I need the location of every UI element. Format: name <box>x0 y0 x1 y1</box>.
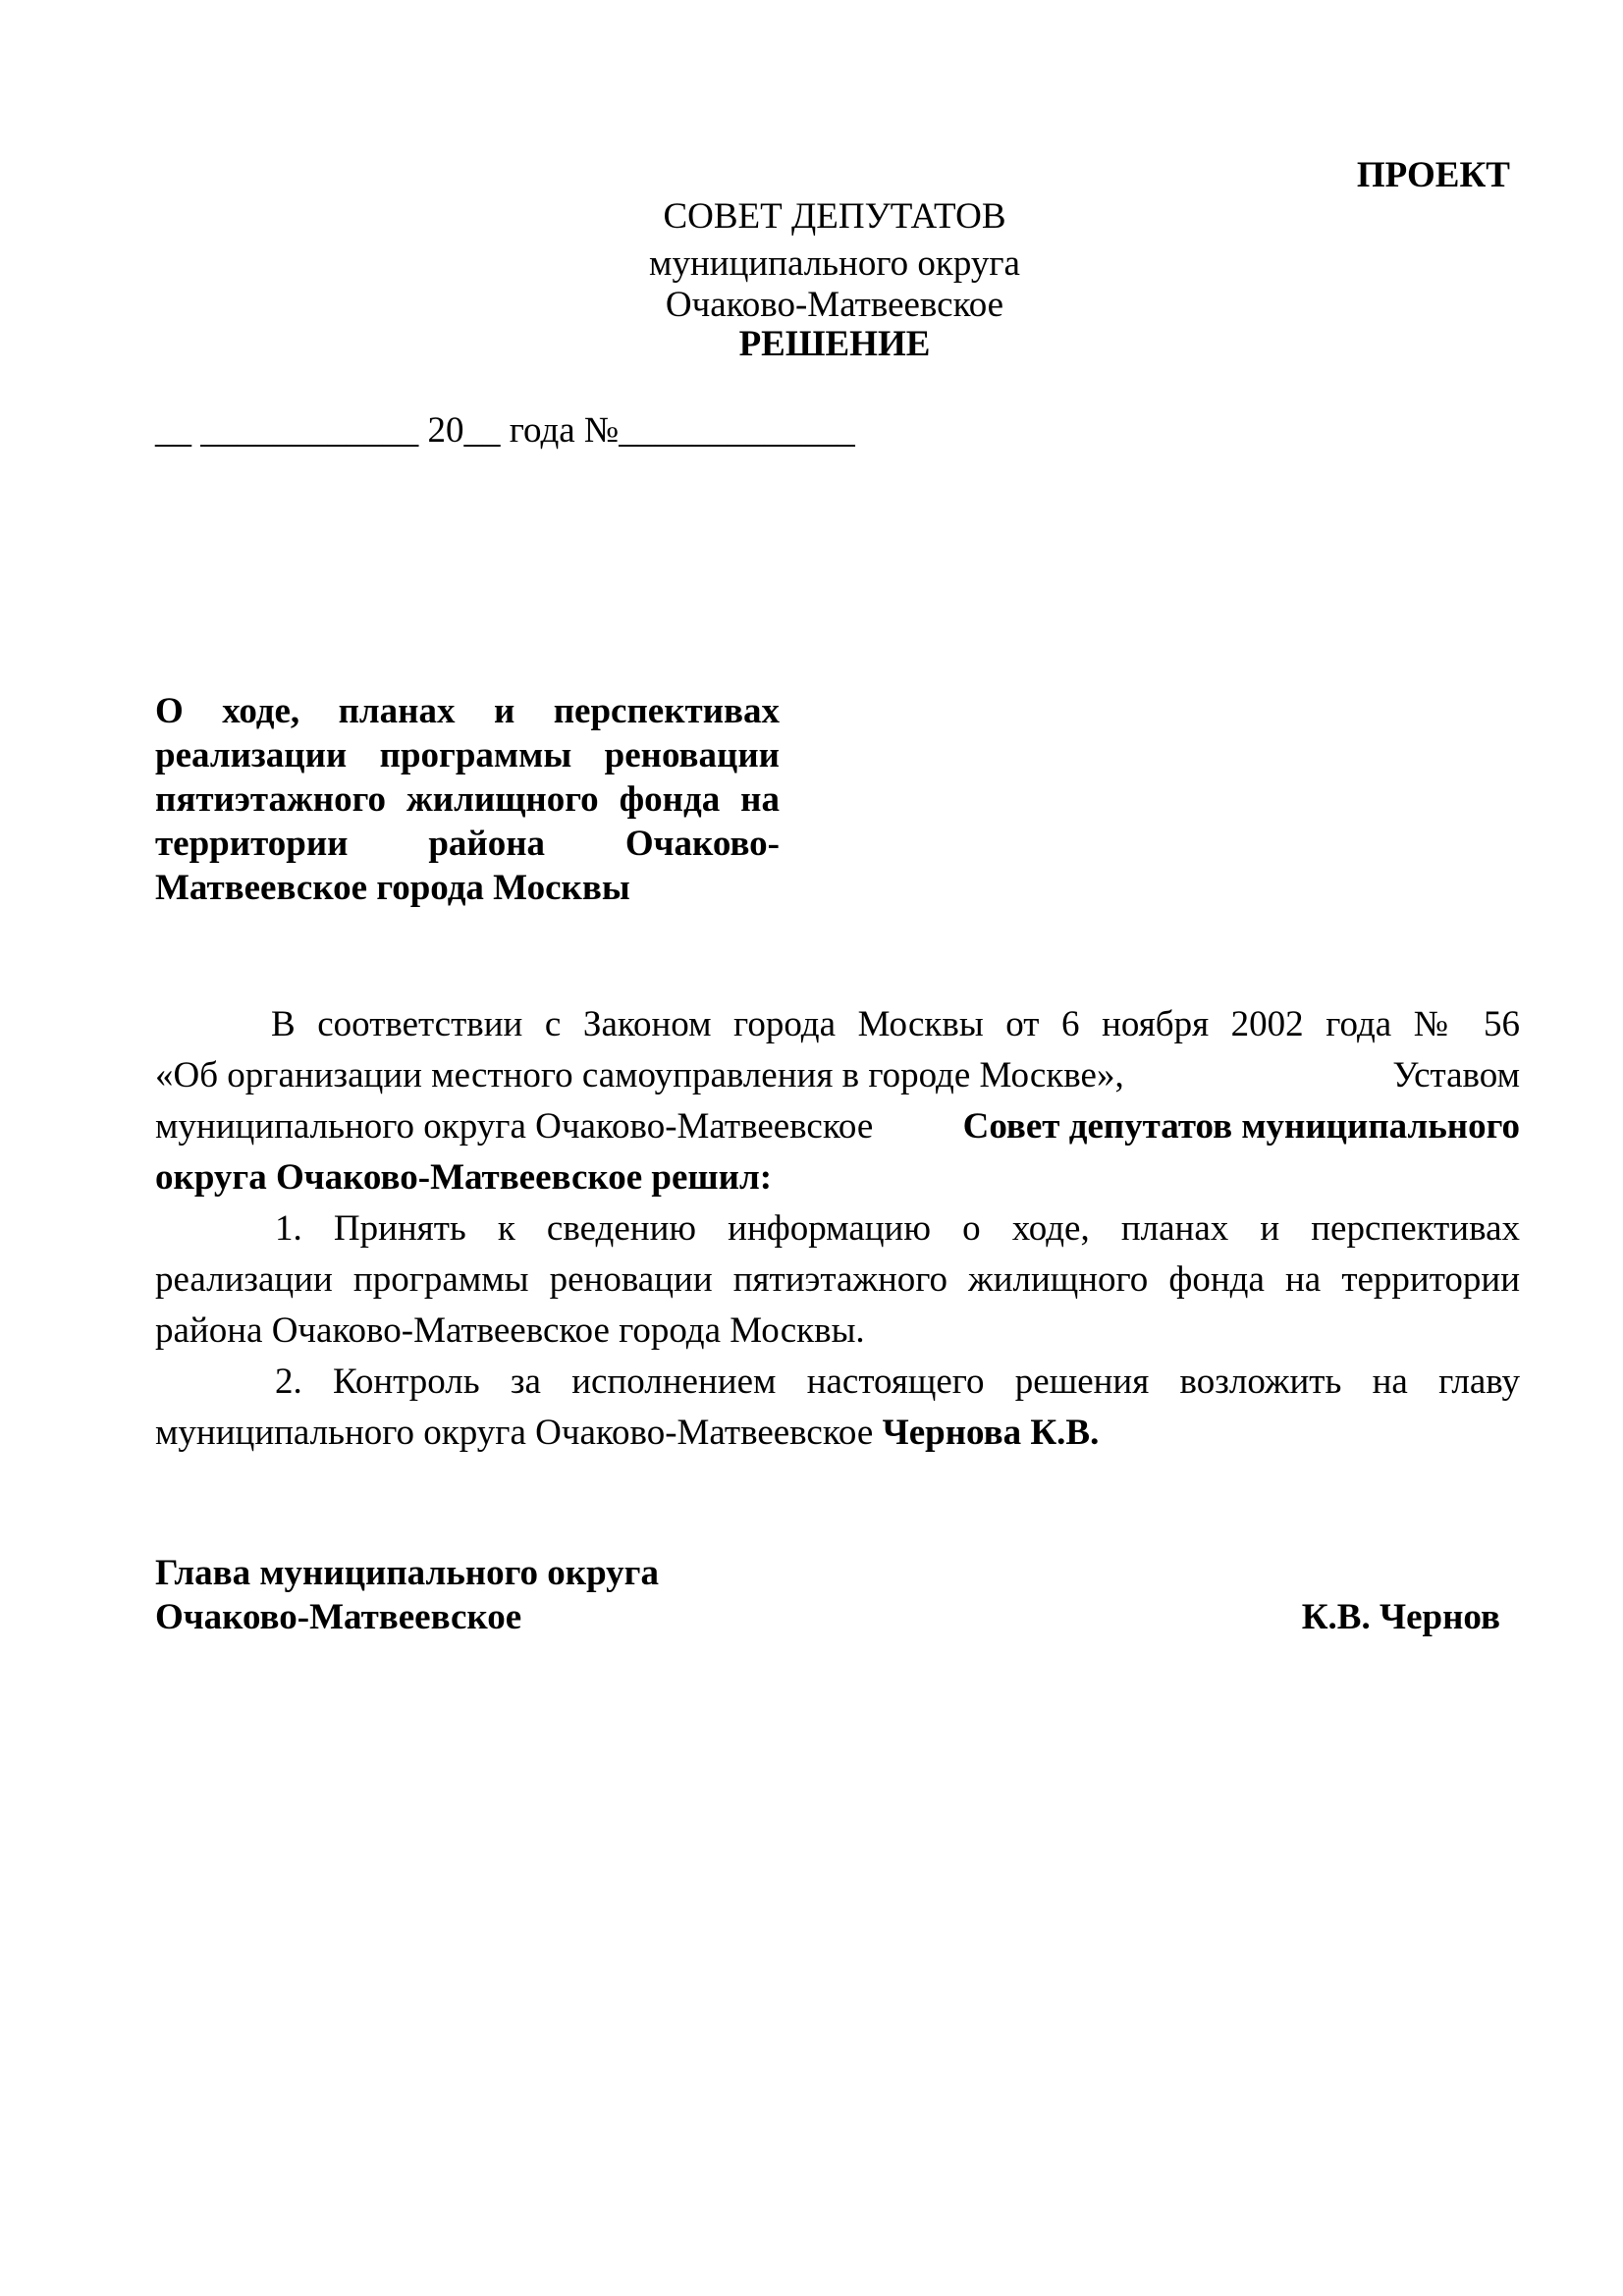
signatory-title-line-2: Очаково-Матвеевское <box>155 1597 522 1637</box>
subject-line-1: О ходе, планах и перспективах <box>155 691 780 731</box>
item-1-line-1: 1. Принять к сведению информацию о ходе, планах и перспективах <box>275 1208 1520 1249</box>
draft-label: ПРОЕКТ <box>1356 155 1510 195</box>
preamble-line-3 <box>155 1101 1520 1152</box>
preamble-line-2-text: «Об организации местного самоуправления в городе Москве», <box>155 1055 1124 1095</box>
decision-body <box>155 999 1520 1459</box>
signature-row-2 <box>155 1595 1500 1639</box>
item-1-line-2: реализации программы реновации пятиэтажного жилищного фонда на территории <box>155 1259 1520 1300</box>
subject-line-2: реализации программы реновации <box>155 735 780 775</box>
signature-row-1 <box>155 1551 1500 1595</box>
document-type: РЕШЕНИЕ <box>738 324 931 364</box>
item-2-line-2-regular: муниципального округа Очаково-Матвеевское <box>155 1413 874 1453</box>
signatory-title-line-1: Глава муниципального округа <box>155 1553 659 1593</box>
item-2-line-2-bold: Чернова К.В. <box>882 1413 1100 1453</box>
item-2-line-2 <box>155 1408 1520 1459</box>
item-2-line-1: 2. Контроль за исполнением настоящего решения возложить на главу <box>275 1362 1520 1402</box>
preamble-line-2-charter: Уставом <box>1392 1055 1520 1095</box>
item-1-line-3: района Очаково-Матвеевское города Москвы. <box>155 1310 865 1351</box>
preamble-line-3-bold: Совет депутатов муниципального <box>962 1106 1520 1147</box>
preamble-line-3-regular: муниципального округа Очаково-Матвеевское <box>155 1106 874 1147</box>
preamble-line-1: В соответствии с Законом города Москвы от 6 ноября 2002 года № 56 <box>271 1004 1520 1044</box>
signatory-name: К.В. Чернов <box>1301 1597 1500 1637</box>
subject-line-4: территории района Очаково- <box>155 824 780 864</box>
subject-line-5: Матвеевское города Москвы <box>155 868 630 908</box>
date-number-line: __ ____________ 20__ года №_____________ <box>155 410 855 451</box>
decision-subject <box>155 689 780 910</box>
organization-subtitle-1: муниципального округа <box>649 243 1020 284</box>
organization-name: СОВЕТ ДЕПУТАТОВ <box>663 196 1006 237</box>
preamble-line-4: округа Очаково-Матвеевское решил: <box>155 1157 773 1198</box>
subject-line-3: пятиэтажного жилищного фонда на <box>155 779 780 820</box>
organization-subtitle-2: Очаково-Матвеевское <box>665 285 1004 325</box>
preamble-line-2 <box>155 1050 1520 1101</box>
signature-block <box>155 1551 1500 1639</box>
